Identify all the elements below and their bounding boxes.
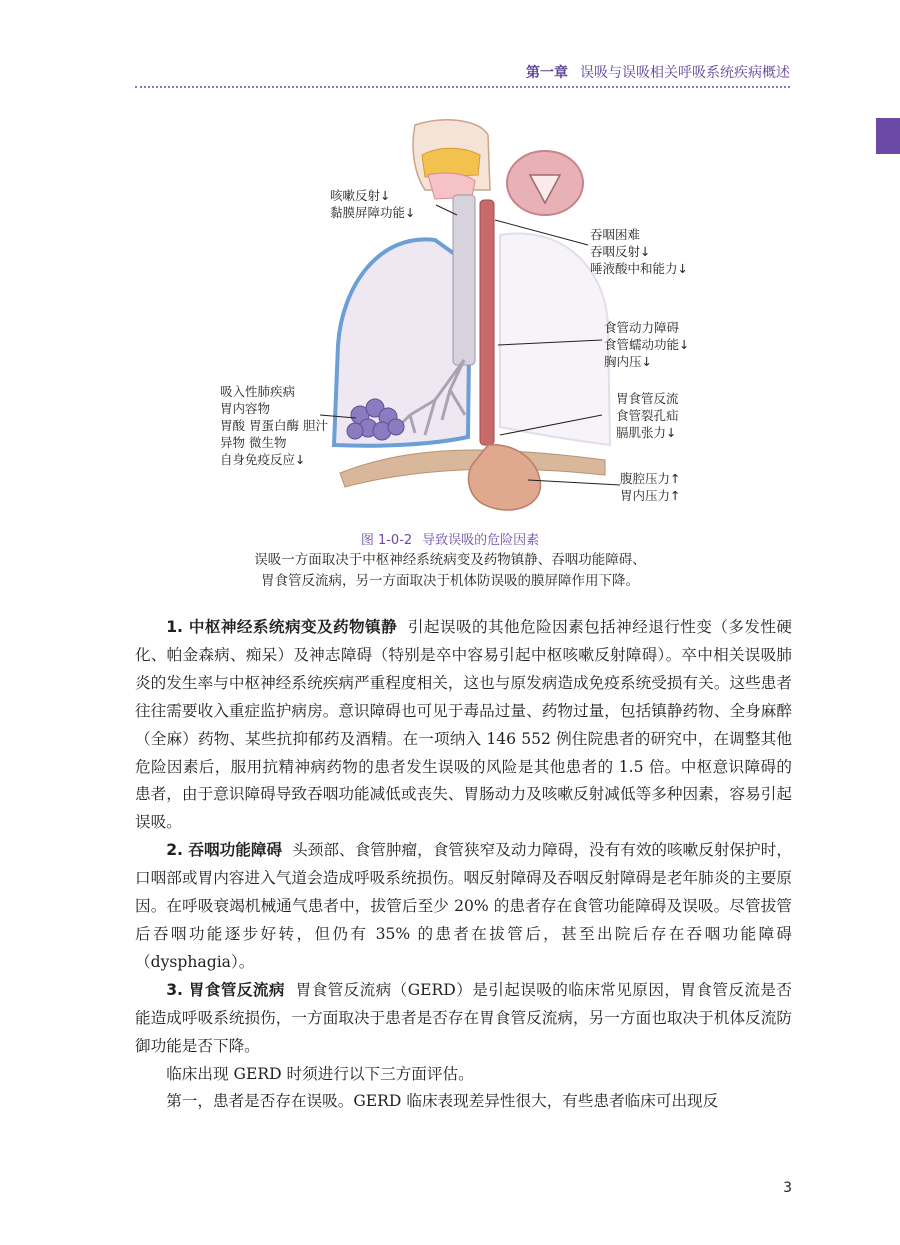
label-line: 膈肌张力↓ — [616, 425, 677, 440]
figure-number: 图 1-0-2 — [360, 533, 413, 548]
figure-caption-title — [0, 529, 900, 548]
label-line: 吸入性肺疾病 — [220, 384, 296, 399]
label-line: 黏膜屏障功能↓ — [330, 205, 416, 220]
chapter-label: 第一章 — [526, 65, 568, 81]
chapter-thumb-tab — [876, 118, 900, 154]
anatomy-figure — [210, 115, 720, 525]
body-text — [135, 614, 792, 1116]
paragraph — [135, 1088, 792, 1116]
label-line: 唾液酸中和能力↓ — [590, 261, 688, 276]
esophagus — [480, 200, 494, 445]
figure-title: 导致误吸的危险因素 — [422, 533, 540, 548]
label-pressure — [620, 470, 680, 504]
label-cough-reflex — [330, 187, 415, 221]
label-line: 食管裂孔疝 — [616, 408, 679, 423]
label-line: 食管动力障碍 — [604, 320, 680, 335]
paragraph-text: 头颈部、食管肿瘤，食管狭窄及动力障碍，没有有效的咳嗽反射保护时，口咽部或胃内容进入气道会造成呼吸系统损伤。咽反射障碍及吞咽反射障碍是老年肺炎的主要原因。在呼吸衰竭机械通气患者中，拔管后至少 20% 的患者存在食管功能障碍及误吸。尽管拔管后吞咽功能逐步好转，但仍有 35% 的患者在拔管后，甚至出院后存在吞咽功能障碍（dysphagia）。 — [135, 841, 793, 971]
paragraph — [135, 1061, 792, 1089]
label-line: 异物 微生物 — [220, 435, 287, 450]
paragraph — [135, 977, 792, 1061]
label-aspiration-disease — [220, 383, 328, 468]
paragraph-text: 临床出现 GERD 时须进行以下三方面评估。 — [166, 1064, 474, 1083]
paragraph-text: 引起误吸的其他危险因素包括神经退行性变（多发性硬化、帕金森病、痴呆）及神志障碍（特别是卒中容易引起中枢咳嗽反射障碍）。卒中相关误吸肺炎的发生率与中枢神经系统疾病严重程度相关，这也与原发病造成免疫系统受损有关。这些患者往往需要收入重症监护病房。意识障碍也可见于毒品过量、药物过量，包括镇静药物、全身麻醉（全麻）药物、某些抗抑郁药及酒精。在一项纳入 146 552 例住院患者的研究中，在调整其他危险因素后，服用抗精神病药物的患者发生误吸的风险是其他患者的 1.5 倍。中枢意识障碍的患者，由于意识障碍导致吞咽功能减低或丧失、胃肠动力及咳嗽反射减低等多种因素，容易引起误吸。 — [135, 618, 792, 832]
paragraph — [135, 837, 792, 977]
caption-line: 误吸一方面取决于中枢神经系统病变及药物镇静、吞咽功能障碍、 — [254, 552, 646, 568]
label-line: 胃食管反流 — [616, 391, 679, 406]
paragraph-text: 胃食管反流病（GERD）是引起误吸的临床常见原因，胃食管反流是否能造成呼吸系统损伤，一方面取决于患者是否存在胃食管反流病，另一方面也取决于机体反流防御功能是否下降。 — [135, 980, 792, 1055]
header-divider — [135, 86, 790, 88]
palate — [422, 148, 480, 177]
label-line: 胃内容物 — [220, 401, 271, 416]
label-line: 胃内压力↑ — [620, 488, 681, 503]
label-line: 胸内压↓ — [604, 354, 652, 369]
chapter-title: 误吸与误吸相关呼吸系统疾病概述 — [580, 65, 790, 81]
label-line: 咳嗽反射↓ — [330, 188, 391, 203]
label-swallow — [590, 226, 688, 277]
label-line: 腹腔压力↑ — [620, 471, 681, 486]
label-line: 自身免疫反应↓ — [220, 452, 306, 467]
running-header — [135, 62, 790, 88]
figure-caption-description — [0, 550, 900, 592]
section-heading: 3. 胃食管反流病 — [166, 980, 285, 999]
label-line: 吞咽困难 — [590, 227, 641, 242]
label-reflux — [616, 390, 679, 441]
trachea — [453, 195, 475, 365]
label-line: 吞咽反射↓ — [590, 244, 651, 259]
paragraph — [135, 614, 792, 837]
paragraph-text: 第一，患者是否存在误吸。GERD 临床表现差异性很大，有些患者临床可出现反 — [166, 1092, 719, 1111]
page-number: 3 — [783, 1180, 792, 1196]
caption-line: 胃食管反流病，另一方面取决于机体防误吸的膜屏障作用下降。 — [261, 573, 639, 589]
section-heading: 1. 中枢神经系统病变及药物镇静 — [166, 618, 398, 636]
label-line: 食管蠕动功能↓ — [604, 337, 690, 352]
section-heading: 2. 吞咽功能障碍 — [166, 841, 283, 860]
label-line: 胃酸 胃蛋白酶 胆汁 — [220, 418, 328, 433]
label-esophagus — [604, 319, 689, 370]
